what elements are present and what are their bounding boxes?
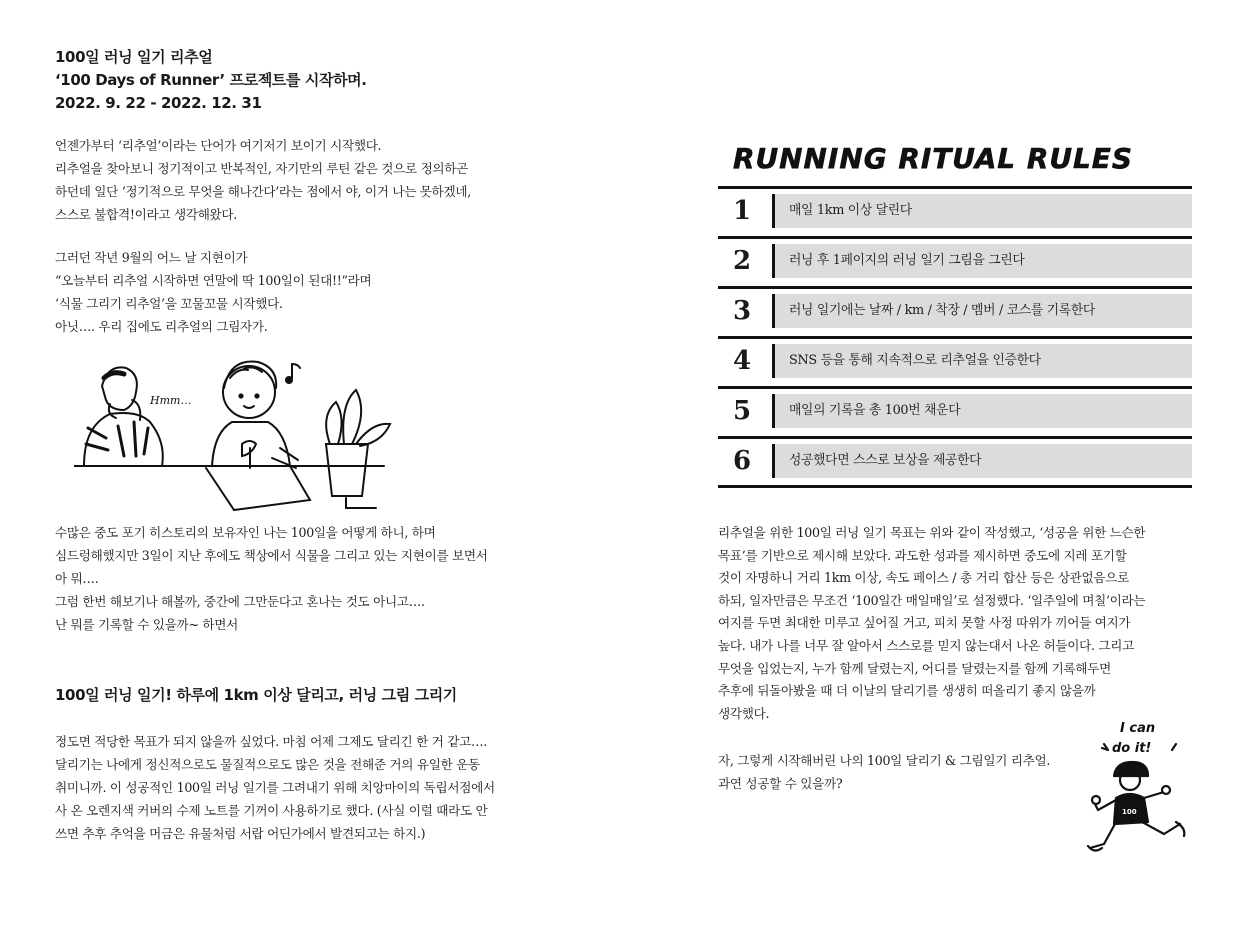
rule-number: 3 xyxy=(732,296,752,326)
rule-row xyxy=(718,186,1192,236)
text-line: 달리기는 나에게 정신적으로도 물질적으로도 많은 것을 전해준 거의 유일한 운동 xyxy=(55,757,480,772)
rule-number: 1 xyxy=(732,196,752,226)
table-border xyxy=(718,485,1192,488)
text-line: 여지를 두면 최대한 미루고 싶어질 거고, 피치 못할 사정 따위가 끼어들 여지가 xyxy=(718,615,1131,631)
text-line: 높다. 내가 나를 너무 잘 알아서 스스로를 믿지 않는대서 나온 허들이다. 그리고 xyxy=(718,637,1134,653)
rule-cell xyxy=(772,444,1192,478)
text-line: 정도면 적당한 목표가 되지 않을까 싶었다. 마침 어제 그제도 달리긴 한 거 같고…. xyxy=(55,734,487,749)
rule-cell xyxy=(772,394,1192,428)
rule-number: 6 xyxy=(732,446,752,476)
rule-text: 러닝 후 1페이지의 러닝 일기 그림을 그린다 xyxy=(789,253,1025,268)
text-line: 하되, 일자만큼은 무조건 ‘100일간 매일매일’로 설정했다. ‘일주일에 며칠’이라는 xyxy=(718,592,1146,608)
rule-number: 5 xyxy=(732,396,752,426)
row-divider xyxy=(718,286,1192,289)
text-line: 그럼 한번 해보기나 해볼까, 중간에 그만둔다고 혼나는 것도 아니고…. xyxy=(55,594,425,609)
rule-cell xyxy=(772,244,1192,278)
text-line: 난 뭐를 기록할 수 있을까~ 하면서 xyxy=(55,617,239,632)
rules-title-text: RUNNING RITUAL RULES xyxy=(733,142,1133,175)
text-line: 목표’를 기반으로 제시해 보았다. 과도한 성과를 제시하면 중도에 지레 포기할 xyxy=(718,547,1127,563)
title-line: ‘100 Days of Runner’ 프로젝트를 시작하며. xyxy=(55,71,367,89)
row-divider xyxy=(718,436,1192,439)
rule-cell xyxy=(772,294,1192,328)
rules-table xyxy=(718,186,1192,486)
text-line: 하던데 일단 ‘정기적으로 무엇을 해나간다’라는 점에서 야, 이거 나는 못하겠네, xyxy=(55,184,471,199)
text-line: 무엇을 입었는지, 누가 함께 달렸는지, 어디를 달렸는지를 함께 기록해두면 xyxy=(718,660,1111,676)
text-line: 것이 자명하니 거리 1km 이상, 속도 페이스 / 총 거리 합산 등은 상관없음으로 xyxy=(718,570,1130,586)
shirt-number-text: 100 xyxy=(1122,808,1137,816)
rule-row xyxy=(718,436,1192,486)
page-title xyxy=(55,46,367,115)
paragraph-rules-explain xyxy=(718,522,1198,725)
rule-cell xyxy=(772,344,1192,378)
text-line: 쓰면 추후 추억을 머금은 유물처럼 서랍 어딘가에서 발견되고는 하지.) xyxy=(55,826,426,841)
rule-row xyxy=(718,386,1192,436)
text-line: 리추얼을 찾아보니 정기적이고 반복적인, 자기만의 루틴 같은 것으로 정의하곤 xyxy=(55,161,469,176)
rule-number: 2 xyxy=(732,246,752,276)
text-line: 추후에 뒤돌아봤을 때 더 이날의 달리기를 생생히 떠올리기 좋지 않을까 xyxy=(718,683,1096,699)
text-line: 리추얼을 위한 100일 러닝 일기 목표는 위와 같이 작성했고, ‘성공을 위한 느슨한 xyxy=(718,525,1146,540)
text-line: “오늘부터 리추얼 시작하면 연말에 딱 100일이 된대!!”라며 xyxy=(55,273,372,288)
paragraph-story xyxy=(55,246,535,338)
rule-number: 4 xyxy=(732,346,752,376)
rule-text: 매일의 기록을 총 100번 채운다 xyxy=(789,403,961,418)
runner-illustration xyxy=(1080,718,1200,858)
rule-text: 매일 1km 이상 달린다 xyxy=(789,203,912,218)
illustration-hmm-text: Hmm… xyxy=(150,394,192,407)
rule-text: 성공했다면 스스로 보상을 제공한다 xyxy=(789,453,982,468)
rule-row xyxy=(718,236,1192,286)
rules-title xyxy=(733,138,1153,176)
text-line: 자, 그렇게 시작해버린 나의 100일 달리기 & 그림일기 리추얼. xyxy=(718,753,1051,768)
row-divider xyxy=(718,236,1192,239)
text-line: 스스로 불합격!이라고 생각해왔다. xyxy=(55,207,237,222)
text-line: 아 뭐…. xyxy=(55,571,99,586)
title-date: 2022. 9. 22 - 2022. 12. 31 xyxy=(55,94,262,112)
text-line: 수많은 중도 포기 히스토리의 보유자인 나는 100일을 어떻게 하니, 하며 xyxy=(55,525,436,540)
rule-cell xyxy=(772,194,1192,228)
paragraph-history xyxy=(55,521,535,636)
text-line: ‘식물 그리기 리추얼’을 꼬물꼬물 시작했다. xyxy=(55,296,283,311)
text-line: 그러던 작년 9월의 어느 날 지현이가 xyxy=(55,250,248,265)
text-line: 심드렁해했지만 3일이 지난 후에도 책상에서 식물을 그리고 있는 지현이를 보면서 xyxy=(55,548,488,563)
text-line: 생각했다. xyxy=(718,705,770,721)
paragraph-goal xyxy=(55,730,535,845)
text-line: 과연 성공할 수 있을까? xyxy=(718,775,843,791)
text-line: 취미니까. 이 성공적인 100일 러닝 일기를 그려내기 위해 치앙마이의 독립서점에서 xyxy=(55,780,495,795)
text-line: 사 온 오렌지색 커버의 수제 노트를 기꺼이 사용하기로 했다. (사실 이럴 때라도 안 xyxy=(55,803,488,818)
rule-row xyxy=(718,336,1192,386)
rule-row xyxy=(718,286,1192,336)
illustration-text-do-it: do it! xyxy=(1112,741,1152,756)
row-divider xyxy=(718,386,1192,389)
rule-text: SNS 등을 통해 지속적으로 리추얼을 인증한다 xyxy=(789,353,1041,368)
drawing-illustration xyxy=(74,348,394,518)
illustration-text-i-can: I can xyxy=(1120,721,1156,736)
rule-text: 러닝 일기에는 날짜 / km / 착장 / 멤버 / 코스를 기록한다 xyxy=(789,303,1095,318)
text-line: 언젠가부터 ‘리추얼’이라는 단어가 여기저기 보이기 시작했다. xyxy=(55,138,382,153)
paragraph-intro xyxy=(55,134,535,226)
title-line: 100일 러닝 일기 리추얼 xyxy=(55,48,213,66)
row-divider xyxy=(718,336,1192,339)
text-line: 아닛…. 우리 집에도 리추얼의 그림자가. xyxy=(55,319,268,334)
section-heading: 100일 러닝 일기! 하루에 1km 이상 달리고, 러닝 그림 그리기 xyxy=(55,686,457,704)
